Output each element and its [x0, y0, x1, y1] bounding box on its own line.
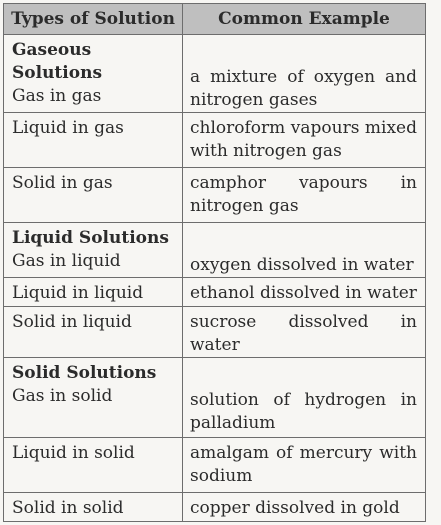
type-cell	[4, 493, 183, 522]
table-row	[4, 358, 426, 438]
example-cell	[183, 358, 426, 438]
type-label: Gas in liquid	[12, 251, 121, 271]
example-text: solution of hydrogen in palladium	[190, 390, 417, 433]
type-label: Solid in gas	[12, 173, 113, 193]
type-label: Gas in solid	[12, 386, 113, 406]
example-text: amalgam of mercury with sodium	[190, 443, 417, 486]
example-text: a mixture of oxygen and nitrogen gases	[190, 67, 417, 110]
example-cell	[183, 493, 426, 522]
header-row	[4, 4, 426, 35]
type-cell	[4, 223, 183, 278]
header-types-of-solution: Types of Solution	[4, 4, 183, 35]
type-label: Solid in liquid	[12, 312, 132, 332]
table-row	[4, 438, 426, 493]
type-label: Gas in gas	[12, 86, 102, 106]
example-text: copper dissolved in gold	[190, 498, 400, 518]
type-cell	[4, 113, 183, 168]
type-cell	[4, 35, 183, 113]
example-text: chloroform vapours mixed with nitrogen gas	[190, 118, 417, 161]
example-text: oxygen dissolved in water	[190, 255, 414, 275]
header-common-example: Common Example	[183, 4, 426, 35]
example-cell	[183, 168, 426, 223]
table-row	[4, 493, 426, 522]
example-text: sucrose dissolved in water	[190, 312, 417, 355]
example-cell	[183, 278, 426, 307]
type-label: Liquid in gas	[12, 118, 124, 138]
type-label: Solid in solid	[12, 498, 124, 518]
type-cell	[4, 278, 183, 307]
type-cell	[4, 168, 183, 223]
type-cell	[4, 438, 183, 493]
type-label: Liquid in liquid	[12, 283, 144, 303]
example-text: camphor vapours in nitrogen gas	[190, 173, 417, 216]
type-cell	[4, 307, 183, 358]
table-row	[4, 35, 426, 113]
example-cell	[183, 35, 426, 113]
example-cell	[183, 223, 426, 278]
table-row	[4, 223, 426, 278]
example-cell	[183, 113, 426, 168]
table-row	[4, 307, 426, 358]
table-row	[4, 278, 426, 307]
example-cell	[183, 307, 426, 358]
example-cell	[183, 438, 426, 493]
type-cell	[4, 358, 183, 438]
group-title-liquid: Liquid Solutions	[12, 228, 169, 248]
group-title-solid: Solid Solutions	[12, 363, 157, 383]
example-text: ethanol dissolved in water	[190, 283, 417, 303]
solutions-table	[3, 3, 426, 522]
type-label: Liquid in solid	[12, 443, 135, 463]
table-row	[4, 168, 426, 223]
group-title-gaseous: Gaseous Solutions	[12, 40, 103, 83]
table-row	[4, 113, 426, 168]
